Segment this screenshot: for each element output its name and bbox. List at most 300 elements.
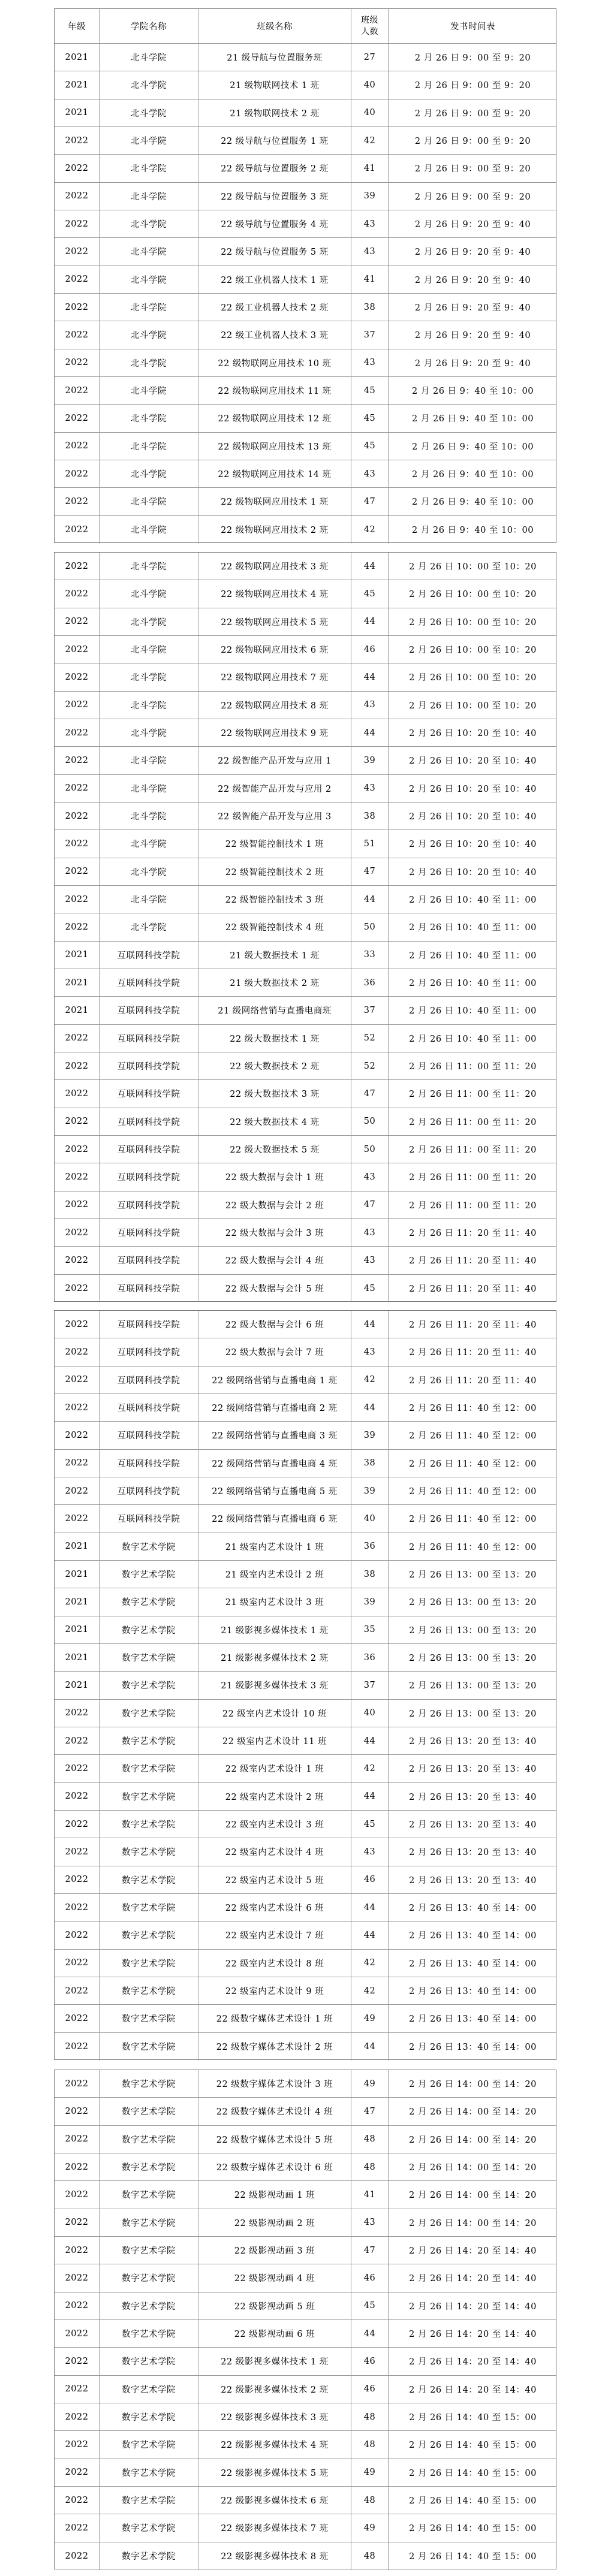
class-name-cell: 21 级影视多媒体技术 1 班 (198, 1616, 351, 1643)
distribution-time-cell: 2 月 26 日 10：00 至 10：20 (409, 701, 537, 711)
table-row (55, 1561, 556, 1588)
table-row (55, 1422, 556, 1449)
year-cell: 2021 (55, 1616, 100, 1643)
class-name-cell: 22 级影视多媒体技术 3 班 (198, 2403, 351, 2430)
year-cell: 2022 (55, 2181, 100, 2208)
table-row (55, 553, 556, 580)
college-cell: 数字艺术学院 (100, 2098, 198, 2125)
year-cell: 2022 (55, 719, 100, 746)
student-count-cell: 42 (351, 127, 389, 154)
college-cell: 互联网科技学院 (100, 1247, 198, 1274)
year-cell: 2022 (55, 2070, 100, 2097)
class-name-cell: 22 级室内艺术设计 6 班 (198, 1894, 351, 1921)
year-cell: 2021 (55, 1672, 100, 1699)
class-name-cell: 22 级导航与位置服务 5 班 (198, 238, 351, 265)
distribution-time-cell: 2 月 26 日 10：20 至 10：40 (409, 784, 537, 794)
student-count-cell: 45 (351, 2293, 389, 2319)
class-name-cell: 22 级室内艺术设计 8 班 (198, 1950, 351, 1977)
year-cell: 2022 (55, 1394, 100, 1421)
student-count-cell: 40 (351, 99, 389, 126)
class-name-cell: 22 级大数据与会计 5 班 (198, 1275, 351, 1302)
college-cell: 北斗学院 (100, 803, 198, 829)
table-row (55, 2514, 556, 2542)
student-count-cell: 47 (351, 2098, 389, 2125)
year-cell: 2022 (55, 1247, 100, 1274)
table-row (55, 2431, 556, 2459)
distribution-time-cell: 2 月 26 日 11：00 至 11：20 (409, 1200, 537, 1211)
distribution-time-cell: 2 月 26 日 9：40 至 10：00 (412, 497, 534, 508)
year-cell: 2022 (55, 830, 100, 857)
distribution-time-cell: 2 月 26 日 9：00 至 9：20 (414, 53, 531, 64)
student-count-cell: 52 (351, 1025, 389, 1052)
table-row (55, 210, 556, 238)
college-cell: 数字艺术学院 (100, 1755, 198, 1782)
table-row (55, 266, 556, 294)
year-cell: 2022 (55, 1219, 100, 1246)
distribution-time-cell: 2 月 26 日 13：20 至 13：40 (409, 1792, 537, 1802)
class-name-cell: 22 级数字媒体艺术设计 5 班 (198, 2126, 351, 2153)
student-count-cell: 35 (351, 1616, 389, 1643)
year-cell: 2022 (55, 1477, 100, 1504)
class-name-cell: 22 级影视动画 2 班 (198, 2209, 351, 2236)
distribution-time-cell: 2 月 26 日 10：00 至 10：20 (409, 617, 537, 628)
distribution-time-cell: 2 月 26 日 9：40 至 10：00 (412, 526, 534, 536)
year-cell: 2022 (55, 2033, 100, 2061)
year-cell: 2022 (55, 553, 100, 580)
year-cell: 2022 (55, 155, 100, 182)
table-row (55, 858, 556, 886)
year-cell: 2022 (55, 1755, 100, 1782)
class-name-cell: 21 级室内艺术设计 1 班 (198, 1533, 351, 1560)
class-name-cell: 22 级影视多媒体技术 6 班 (198, 2487, 351, 2514)
student-count-cell: 43 (351, 1219, 389, 1246)
year-cell: 2021 (55, 44, 100, 71)
college-cell: 北斗学院 (100, 719, 198, 746)
class-name-cell: 22 级大数据与会计 4 班 (198, 1247, 351, 1274)
class-name-cell: 22 级物联网应用技术 8 班 (198, 692, 351, 719)
college-cell: 北斗学院 (100, 210, 198, 237)
distribution-time-cell: 2 月 26 日 11：00 至 11：20 (409, 1090, 537, 1100)
class-name-cell: 班级名称 (198, 9, 351, 43)
class-name-cell: 22 级物联网应用技术 14 班 (198, 460, 351, 487)
student-count-cell: 52 (351, 1052, 389, 1079)
student-count-cell: 47 (351, 488, 389, 515)
table-row (55, 2542, 556, 2570)
table-row (55, 71, 556, 99)
college-cell: 数字艺术学院 (100, 2264, 198, 2291)
year-cell: 2022 (55, 266, 100, 293)
student-count-cell: 42 (351, 1950, 389, 1977)
table-row (55, 2181, 556, 2209)
college-cell: 数字艺术学院 (100, 1616, 198, 1643)
distribution-time-cell: 2 月 26 日 9：20 至 9：40 (414, 303, 531, 313)
student-count-cell: 46 (351, 1866, 389, 1893)
class-name-cell: 21 级网络营销与直播电商班 (198, 997, 351, 1024)
class-name-cell: 22 级室内艺术设计 2 班 (198, 1783, 351, 1810)
year-cell: 2022 (55, 1505, 100, 1532)
class-name-cell: 22 级大数据与会计 2 班 (198, 1192, 351, 1218)
table-row (55, 1866, 556, 1894)
college-cell: 互联网科技学院 (100, 1477, 198, 1504)
class-name-cell: 22 级影视多媒体技术 1 班 (198, 2348, 351, 2375)
student-count-cell: 40 (351, 71, 389, 98)
class-name-cell: 22 级物联网应用技术 11 班 (198, 377, 351, 404)
student-count-cell: 44 (351, 2033, 389, 2061)
class-name-cell: 22 级智能产品开发与应用 3 (198, 803, 351, 829)
college-cell: 互联网科技学院 (100, 1367, 198, 1393)
year-cell: 2022 (55, 210, 100, 237)
table-row (55, 349, 556, 377)
table-row (55, 942, 556, 969)
student-count-cell: 44 (351, 608, 389, 635)
table-row (55, 1367, 556, 1394)
year-cell: 2022 (55, 608, 100, 635)
distribution-time-cell: 2 月 26 日 14：20 至 14：40 (409, 2274, 537, 2284)
college-cell: 互联网科技学院 (100, 1080, 198, 1107)
table-row (55, 1811, 556, 1838)
year-cell: 2022 (55, 1108, 100, 1135)
class-name-cell: 22 级物联网应用技术 3 班 (198, 553, 351, 580)
student-count-cell: 49 (351, 2005, 389, 2032)
class-name-cell: 21 级影视多媒体技术 3 班 (198, 1672, 351, 1699)
class-name-cell: 22 级工业机器人技术 3 班 (198, 321, 351, 348)
year-cell: 2022 (55, 747, 100, 774)
student-count-cell: 39 (351, 747, 389, 774)
distribution-time-cell: 2 月 26 日 10：00 至 10：20 (409, 562, 537, 572)
year-cell: 2022 (55, 2487, 100, 2514)
class-name-cell: 21 级室内艺术设计 2 班 (198, 1561, 351, 1588)
student-count-cell: 44 (351, 1922, 389, 1948)
year-cell: 2022 (55, 238, 100, 265)
student-count-cell: 39 (351, 1422, 389, 1449)
table-row (55, 1275, 556, 1302)
year-cell: 2021 (55, 1533, 100, 1560)
student-count-cell: 44 (351, 663, 389, 690)
student-count-cell: 43 (351, 1338, 389, 1365)
table-header-row (55, 9, 556, 44)
year-cell: 2022 (55, 1163, 100, 1190)
table-row (55, 99, 556, 127)
college-cell: 数字艺术学院 (100, 2293, 198, 2319)
year-cell: 2021 (55, 1644, 100, 1671)
student-count-cell: 43 (351, 1163, 389, 1190)
student-count-cell: 38 (351, 803, 389, 829)
college-cell: 数字艺术学院 (100, 1727, 198, 1754)
year-cell: 2021 (55, 969, 100, 996)
class-name-cell: 22 级影视多媒体技术 2 班 (198, 2376, 351, 2403)
class-name-cell: 22 级网络营销与直播电商 5 班 (198, 1477, 351, 1504)
table-row (55, 1394, 556, 1422)
year-cell: 2022 (55, 580, 100, 607)
student-count-cell: 38 (351, 1561, 389, 1588)
schedule-table-block (54, 1310, 556, 2060)
class-name-cell: 22 级导航与位置服务 3 班 (198, 183, 351, 210)
table-row (55, 1950, 556, 1977)
college-cell: 北斗学院 (100, 913, 198, 940)
distribution-time-cell: 2 月 26 日 13：40 至 14：00 (409, 1987, 537, 1997)
college-cell: 数字艺术学院 (100, 2348, 198, 2375)
student-count-cell: 50 (351, 913, 389, 940)
college-cell: 北斗学院 (100, 405, 198, 432)
table-row (55, 2293, 556, 2320)
class-name-cell: 22 级影视多媒体技术 7 班 (198, 2514, 351, 2541)
distribution-time-cell: 2 月 26 日 13：40 至 14：00 (409, 2014, 537, 2025)
table-row (55, 294, 556, 321)
college-cell: 数字艺术学院 (100, 2376, 198, 2403)
table-row (55, 2237, 556, 2264)
class-name-cell: 22 级室内艺术设计 9 班 (198, 1977, 351, 2004)
year-cell: 2022 (55, 433, 100, 460)
student-count-header-count-line2: 人数 (361, 26, 378, 37)
college-cell: 数字艺术学院 (100, 2209, 198, 2236)
college-cell: 北斗学院 (100, 71, 198, 98)
distribution-time-cell: 2 月 26 日 9：20 至 9：40 (414, 331, 531, 341)
year-cell: 2022 (55, 405, 100, 432)
student-count-cell: 50 (351, 1108, 389, 1135)
college-cell: 数字艺术学院 (100, 2542, 198, 2570)
distribution-time-cell: 2 月 26 日 13：40 至 14：00 (409, 2043, 537, 2053)
student-count-cell: 48 (351, 2403, 389, 2430)
table-row (55, 997, 556, 1024)
college-cell: 互联网科技学院 (100, 1450, 198, 1477)
table-row (55, 2376, 556, 2403)
class-name-cell: 22 级物联网应用技术 6 班 (198, 636, 351, 663)
class-name-cell: 22 级影视动画 4 班 (198, 2264, 351, 2291)
class-name-cell: 22 级网络营销与直播电商 3 班 (198, 1422, 351, 1449)
table-row (55, 1616, 556, 1644)
student-count-cell: 43 (351, 692, 389, 719)
college-cell: 互联网科技学院 (100, 1136, 198, 1163)
year-cell: 2022 (55, 1136, 100, 1163)
distribution-time-cell: 2 月 26 日 9：40 至 10：00 (412, 470, 534, 480)
college-cell: 数字艺术学院 (100, 1894, 198, 1921)
schedule-table-block (54, 8, 556, 543)
table-row (55, 1080, 556, 1108)
distribution-time-cell: 2 月 26 日 13：40 至 14：00 (409, 1904, 537, 1914)
distribution-time-cell: 2 月 26 日 10：20 至 10：40 (409, 840, 537, 850)
distribution-time-cell: 2 月 26 日 9：00 至 9：20 (414, 108, 531, 119)
distribution-time-cell: 2 月 26 日 13：00 至 13：20 (409, 1654, 537, 1664)
year-cell: 2022 (55, 2348, 100, 2375)
college-cell: 互联网科技学院 (100, 1052, 198, 1079)
year-cell: 2022 (55, 775, 100, 802)
table-row (55, 636, 556, 663)
student-count-cell: 37 (351, 997, 389, 1024)
class-name-cell: 21 级物联网技术 2 班 (198, 99, 351, 126)
year-cell: 2022 (55, 1977, 100, 2004)
college-cell: 北斗学院 (100, 747, 198, 774)
table-row (55, 1477, 556, 1505)
table-row (55, 405, 556, 432)
distribution-time-cell: 2 月 26 日 14：20 至 14：40 (409, 2246, 537, 2257)
class-name-cell: 21 级物联网技术 1 班 (198, 71, 351, 98)
table-row (55, 155, 556, 182)
distribution-time-cell: 2 月 26 日 9：00 至 9：20 (414, 164, 531, 174)
distribution-time-cell: 发书时间表 (450, 22, 495, 32)
class-name-cell: 22 级智能控制技术 4 班 (198, 913, 351, 940)
college-cell: 数字艺术学院 (100, 1783, 198, 1810)
student-count-cell: 47 (351, 1192, 389, 1218)
student-count-cell: 44 (351, 719, 389, 746)
distribution-time-cell: 2 月 26 日 13：00 至 13：20 (409, 1570, 537, 1580)
distribution-time-cell: 2 月 26 日 9：20 至 9：40 (414, 358, 531, 369)
student-count-cell: 37 (351, 321, 389, 348)
schedule-table-block (54, 2070, 556, 2569)
table-row (55, 460, 556, 488)
table-row (55, 2348, 556, 2375)
distribution-time-cell: 2 月 26 日 11：40 至 12：00 (409, 1487, 537, 1497)
table-row (55, 1727, 556, 1755)
student-count-cell: 46 (351, 636, 389, 663)
student-count-cell: 49 (351, 2459, 389, 2486)
class-name-cell: 22 级数字媒体艺术设计 6 班 (198, 2153, 351, 2180)
table-row (55, 488, 556, 515)
college-cell: 互联网科技学院 (100, 1311, 198, 1338)
year-cell: 2022 (55, 2542, 100, 2570)
student-count-cell: 39 (351, 1588, 389, 1615)
table-row (55, 913, 556, 941)
college-cell: 北斗学院 (100, 460, 198, 487)
table-row (55, 1247, 556, 1274)
table-row (55, 44, 556, 71)
distribution-time-cell: 2 月 26 日 14：40 至 15：00 (409, 2413, 537, 2423)
student-count-cell: 43 (351, 238, 389, 265)
class-name-cell: 22 级数字媒体艺术设计 1 班 (198, 2005, 351, 2032)
table-row (55, 2403, 556, 2431)
year-cell: 2022 (55, 127, 100, 154)
year-cell: 2022 (55, 2431, 100, 2458)
year-cell: 2022 (55, 1025, 100, 1052)
class-name-cell: 22 级网络营销与直播电商 6 班 (198, 1505, 351, 1532)
year-cell: 2021 (55, 942, 100, 969)
table-row (55, 2098, 556, 2125)
distribution-time-cell: 2 月 26 日 13：40 至 14：00 (409, 1959, 537, 1969)
year-cell: 2022 (55, 663, 100, 690)
table-row (55, 886, 556, 913)
class-name-cell: 22 级大数据技术 5 班 (198, 1136, 351, 1163)
college-cell: 数字艺术学院 (100, 2005, 198, 2032)
student-count-cell: 44 (351, 1894, 389, 1921)
class-name-cell: 22 级影视多媒体技术 4 班 (198, 2431, 351, 2458)
student-count-cell: 49 (351, 2514, 389, 2541)
table-row (55, 692, 556, 719)
distribution-time-cell: 2 月 26 日 14：20 至 14：40 (409, 2385, 537, 2395)
class-name-cell: 22 级物联网应用技术 1 班 (198, 488, 351, 515)
class-name-cell: 22 级智能控制技术 3 班 (198, 886, 351, 913)
distribution-time-cell: 2 月 26 日 11：40 至 12：00 (409, 1404, 537, 1414)
table-row (55, 2070, 556, 2098)
student-count-cell: 43 (351, 2209, 389, 2236)
distribution-time-cell: 2 月 26 日 14：00 至 14：20 (409, 2191, 537, 2201)
student-count-cell: 51 (351, 830, 389, 857)
college-cell: 数字艺术学院 (100, 2033, 198, 2061)
student-count-cell: 44 (351, 553, 389, 580)
student-count-cell: 42 (351, 1977, 389, 2004)
college-cell: 北斗学院 (100, 183, 198, 210)
college-cell: 北斗学院 (100, 636, 198, 663)
college-cell: 北斗学院 (100, 321, 198, 348)
distribution-time-cell: 2 月 26 日 11：20 至 11：40 (409, 1376, 537, 1386)
student-count-cell: 36 (351, 1533, 389, 1560)
table-row (55, 2487, 556, 2514)
distribution-time-cell: 2 月 26 日 9：40 至 10：00 (412, 414, 534, 424)
student-count-cell: 47 (351, 1080, 389, 1107)
year-cell: 2022 (55, 516, 100, 544)
table-row (55, 2126, 556, 2153)
college-cell: 互联网科技学院 (100, 1108, 198, 1135)
class-name-cell: 22 级物联网应用技术 10 班 (198, 349, 351, 376)
distribution-time-cell: 2 月 26 日 11：40 至 12：00 (409, 1542, 537, 1552)
distribution-time-cell: 2 月 26 日 10：40 至 11：00 (409, 1034, 537, 1044)
student-count-cell: 48 (351, 2487, 389, 2514)
distribution-time-cell: 2 月 26 日 10：20 至 10：40 (409, 812, 537, 822)
class-name-cell: 22 级影视动画 6 班 (198, 2320, 351, 2347)
student-count-cell: 41 (351, 155, 389, 182)
student-count-cell: 43 (351, 1838, 389, 1865)
distribution-time-cell: 2 月 26 日 13：00 至 13：20 (409, 1709, 537, 1719)
distribution-time-cell: 2 月 26 日 11：40 至 12：00 (409, 1515, 537, 1525)
table-row (55, 127, 556, 155)
college-cell: 互联网科技学院 (100, 1275, 198, 1302)
year-cell: 2022 (55, 1275, 100, 1302)
table-row (55, 2459, 556, 2487)
distribution-time-cell: 2 月 26 日 13：40 至 14：00 (409, 1931, 537, 1941)
student-count-cell: 45 (351, 1811, 389, 1838)
college-cell: 数字艺术学院 (100, 1922, 198, 1948)
class-name-cell: 22 级物联网应用技术 12 班 (198, 405, 351, 432)
year-cell: 2022 (55, 2376, 100, 2403)
college-cell: 互联网科技学院 (100, 1025, 198, 1052)
class-name-cell: 22 级物联网应用技术 4 班 (198, 580, 351, 607)
distribution-time-cell: 2 月 26 日 13：00 至 13：20 (409, 1625, 537, 1636)
class-name-cell: 21 级导航与位置服务班 (198, 44, 351, 71)
college-cell: 互联网科技学院 (100, 1219, 198, 1246)
college-cell: 北斗学院 (100, 44, 198, 71)
year-cell: 2022 (55, 636, 100, 663)
class-name-cell: 22 级智能产品开发与应用 2 (198, 775, 351, 802)
year-cell: 2022 (55, 349, 100, 376)
table-row (55, 1783, 556, 1811)
student-count-cell: 43 (351, 1247, 389, 1274)
college-cell: 北斗学院 (100, 294, 198, 321)
student-count-cell: 45 (351, 433, 389, 460)
student-count-cell: 43 (351, 210, 389, 237)
schedule-table-block (54, 552, 556, 1302)
student-count-cell: 40 (351, 1700, 389, 1727)
student-count-cell: 38 (351, 1450, 389, 1477)
student-count-cell: 43 (351, 349, 389, 376)
student-count-cell: 44 (351, 1394, 389, 1421)
class-name-cell: 22 级影视动画 1 班 (198, 2181, 351, 2208)
college-cell: 数字艺术学院 (100, 1838, 198, 1865)
college-cell: 数字艺术学院 (100, 1866, 198, 1893)
table-row (55, 1338, 556, 1366)
distribution-time-cell: 2 月 26 日 11：20 至 11：40 (409, 1348, 537, 1358)
class-name-cell: 22 级工业机器人技术 2 班 (198, 294, 351, 321)
student-count-cell (351, 9, 389, 43)
student-count-header-count-line1: 班级 (361, 15, 378, 25)
year-cell: 2022 (55, 2264, 100, 2291)
college-cell: 北斗学院 (100, 580, 198, 607)
college-cell: 数字艺术学院 (100, 1977, 198, 2004)
college-cell: 数字艺术学院 (100, 2181, 198, 2208)
table-row (55, 1025, 556, 1052)
distribution-time-cell: 2 月 26 日 10：40 至 11：00 (409, 979, 537, 989)
distribution-time-cell: 2 月 26 日 9：20 至 9：40 (414, 248, 531, 258)
year-cell: 2022 (55, 1727, 100, 1754)
year-cell: 2022 (55, 2005, 100, 2032)
college-cell: 北斗学院 (100, 858, 198, 885)
